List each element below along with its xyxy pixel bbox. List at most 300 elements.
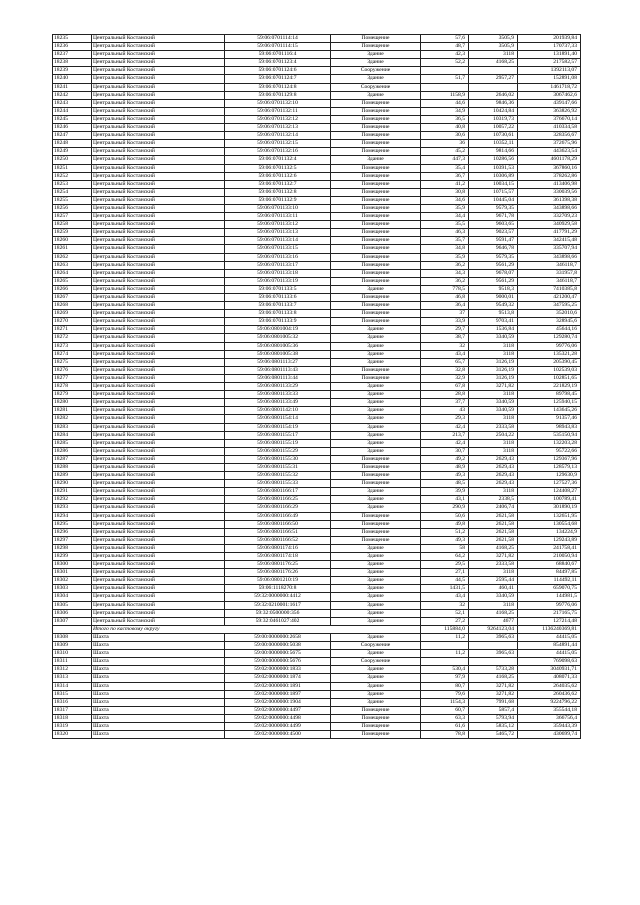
cell-rate: 3118 (469, 51, 518, 59)
table-row (53, 269, 581, 277)
cell-cadastral-number: 59:32:0000000:4412 (225, 593, 331, 601)
cell-area: 447,3 (421, 156, 469, 164)
cell-district: Центральный Костанский (92, 115, 225, 123)
cell-value: 45644,16 (518, 326, 581, 334)
table-row (53, 731, 581, 739)
cell-value: 535150,94 (518, 431, 581, 439)
cell-row-number: 18310 (53, 650, 92, 658)
cell-cadastral-number: 59:06:0801166:51 (225, 528, 331, 536)
cell-rate: 2333,58 (469, 423, 518, 431)
cell-area (421, 83, 469, 91)
cell-value: 127214,48 (518, 617, 581, 625)
cell-object-type: Здание (331, 423, 421, 431)
cell-cadastral-number: 59:32:0500000:356 (225, 609, 331, 617)
cell-district: Центральный Костанский (92, 342, 225, 350)
cell-value: 328945,6 (518, 318, 581, 326)
cell-value: 659070,75 (518, 585, 581, 593)
cell-area: 30,7 (421, 447, 469, 455)
cell-district: Центральный Костанский (92, 528, 225, 536)
table-body (53, 35, 581, 739)
table-row (53, 148, 581, 156)
cell-cadastral-number: 59:02:0000000:4497 (225, 706, 331, 714)
cell-object-type: Помещение (331, 706, 421, 714)
cell-cadastral-number: 59:06:0801166:29 (225, 504, 331, 512)
cell-value: 1136240369,81 (518, 625, 581, 633)
table-row (53, 512, 581, 520)
cell-value: 430699,74 (518, 731, 581, 739)
cell-rate: 460,41 (469, 585, 518, 593)
cell-object-type: Помещение (331, 714, 421, 722)
cell-object-type: Помещение (331, 528, 421, 536)
cell-row-number: 18290 (53, 480, 92, 488)
table-row (53, 302, 581, 310)
table-row (53, 658, 581, 666)
cell-object-type: Здание (331, 358, 421, 366)
cell-row-number: 18312 (53, 666, 92, 674)
cell-area: 46,8 (421, 294, 469, 302)
cell-district: Центральный Костанский (92, 148, 225, 156)
cell-area: 1431,5 (421, 585, 469, 593)
cell-cadastral-number: 59:06:0801166:50 (225, 520, 331, 528)
cell-value: 134224,9 (518, 528, 581, 536)
cell-cadastral-number: 59:00:0000000:2658 (225, 633, 331, 641)
cell-object-type: Помещение (331, 318, 421, 326)
cell-object-type: Сооружение (331, 658, 421, 666)
cell-cadastral-number: 59:06:0701132:13 (225, 124, 331, 132)
cell-rate: 5793,94 (469, 714, 518, 722)
table-row (53, 245, 581, 253)
cell-value: 102539,03 (518, 366, 581, 374)
cell-row-number: 18309 (53, 642, 92, 650)
cell-district: Центральный Костанский (92, 447, 225, 455)
cell-cadastral-number: 59:06:0801166:52 (225, 536, 331, 544)
cell-district: Шахта (92, 650, 225, 658)
cell-value: 127527,36 (518, 480, 581, 488)
cell-district: Центральный Костанский (92, 593, 225, 601)
cell-district: Центральный Костанский (92, 577, 225, 585)
cell-cadastral-number: 59:06:0701133:10 (225, 204, 331, 212)
cell-object-type: Сооружение (331, 83, 421, 91)
cell-object-type: Здание (331, 561, 421, 569)
cell-object-type: Помещение (331, 731, 421, 739)
cell-district: Центральный Костанский (92, 488, 225, 496)
cell-district: Центральный Костанский (92, 35, 225, 43)
cell-rate: 4168,25 (469, 609, 518, 617)
table-row (53, 221, 581, 229)
cell-area: 30,6 (421, 132, 469, 140)
cell-rate: 3505,9 (469, 35, 518, 43)
cell-value: 68840,67 (518, 561, 581, 569)
cell-rate: 7991,68 (469, 698, 518, 706)
table-row (53, 59, 581, 67)
cell-district: Центральный Костанский (92, 91, 225, 99)
cell-row-number: 18282 (53, 415, 92, 423)
cell-area: 57,6 (421, 35, 469, 43)
cell-district: Центральный Костанский (92, 423, 225, 431)
cell-row-number: 18240 (53, 75, 92, 83)
cell-value: 201939,84 (518, 35, 581, 43)
cell-cadastral-number: 59:32:0210001:1617 (225, 601, 331, 609)
cell-row-number: 18246 (53, 124, 92, 132)
cell-row-number: 18242 (53, 91, 92, 99)
cell-district: Центральный Костанский (92, 245, 225, 253)
table-row (53, 374, 581, 382)
cell-district: Центральный Костанский (92, 294, 225, 302)
cell-rate: 5733,28 (469, 666, 518, 674)
cell-cadastral-number: 59:06:0701132:7 (225, 180, 331, 188)
cell-cadastral-number: 59:06:0801155:19 (225, 439, 331, 447)
cell-row-number: 18292 (53, 496, 92, 504)
cell-object-type: Здание (331, 666, 421, 674)
cell-area: 34,4 (421, 213, 469, 221)
cell-area: 44,5 (421, 577, 469, 585)
cell-area: 30,8 (421, 188, 469, 196)
cell-rate: 10730,61 (469, 132, 518, 140)
cell-object-type: Здание (331, 342, 421, 350)
cell-district: Центральный Костанский (92, 569, 225, 577)
cell-value: 135321,28 (518, 350, 581, 358)
cell-value: 102851,65 (518, 374, 581, 382)
cell-area: 37 (421, 310, 469, 318)
cell-cadastral-number: 59:06:0701132:12 (225, 115, 331, 123)
cell-row-number: 18294 (53, 512, 92, 520)
cell-rate: 4168,25 (469, 59, 518, 67)
cell-value: 129367,96 (518, 455, 581, 463)
table-row (53, 690, 581, 698)
cell-cadastral-number: 59:06:0801113:43 (225, 366, 331, 374)
table-row (53, 666, 581, 674)
cell-row-number: 18251 (53, 164, 92, 172)
table-row (53, 67, 581, 75)
cell-rate: 9549,32 (469, 302, 518, 310)
cell-row-number: 18278 (53, 383, 92, 391)
cell-row-number: 18320 (53, 731, 92, 739)
cell-district: Центральный Костанский (92, 536, 225, 544)
table-row (53, 115, 581, 123)
table-row (53, 553, 581, 561)
table-row (53, 682, 581, 690)
cell-district: Центральный Костанский (92, 43, 225, 51)
cell-area: 80,7 (421, 682, 469, 690)
cell-rate: 9579,35 (469, 253, 518, 261)
cell-rate: 2621,58 (469, 520, 518, 528)
cell-row-number: 18256 (53, 204, 92, 212)
cell-row-number: 18296 (53, 528, 92, 536)
registry-table (52, 34, 581, 739)
cell-cadastral-number: 59:06:0801005:38 (225, 350, 331, 358)
cell-value: 359443,39 (518, 722, 581, 730)
table-row (53, 124, 581, 132)
cell-cadastral-number: 59:02:0000000:4500 (225, 731, 331, 739)
cell-rate (469, 642, 518, 650)
cell-district: Шахта (92, 633, 225, 641)
cell-rate: 3340,59 (469, 407, 518, 415)
cell-value: 769098,63 (518, 658, 581, 666)
cell-object-type: Помещение (331, 172, 421, 180)
cell-cadastral-number: 59:06:0701133:14 (225, 237, 331, 245)
cell-value: 363826,92 (518, 107, 581, 115)
cell-rate: 10057,22 (469, 124, 518, 132)
cell-district: Центральный Костанский (92, 504, 225, 512)
cell-cadastral-number: 59:06:0701133:11 (225, 213, 331, 221)
cell-area: 42,3 (421, 51, 469, 59)
cell-object-type: Здание (331, 350, 421, 358)
cell-object-type: Здание (331, 601, 421, 609)
cell-district: Центральный Костанский (92, 358, 225, 366)
cell-object-type: Помещение (331, 124, 421, 132)
cell-cadastral-number: 59:06:0701114:14 (225, 35, 331, 43)
cell-district: Центральный Костанский (92, 431, 225, 439)
table-row (53, 188, 581, 196)
cell-object-type: Здание (331, 51, 421, 59)
cell-row-number: 18260 (53, 237, 92, 245)
cell-rate: 3340,59 (469, 399, 518, 407)
cell-area: 35,9 (421, 253, 469, 261)
cell-row-number: 18301 (53, 569, 92, 577)
table-row (53, 383, 581, 391)
cell-value: 131891,40 (518, 51, 581, 59)
cell-value: 210050,94 (518, 553, 581, 561)
table-row (53, 674, 581, 682)
cell-row-number: 18269 (53, 310, 92, 318)
table-row (53, 569, 581, 577)
cell-row-number: 18264 (53, 269, 92, 277)
cell-value: 170737,33 (518, 43, 581, 51)
cell-cadastral-number: 59:06:0701133:8 (225, 310, 331, 318)
subtotal-row (53, 625, 581, 633)
cell-row-number (53, 625, 92, 633)
cell-cadastral-number: 59:06:0801142:10 (225, 407, 331, 415)
cell-cadastral-number: 59:06:0801113:27 (225, 358, 331, 366)
cell-area: 778,5 (421, 285, 469, 293)
cell-rate: 9846,36 (469, 99, 518, 107)
cell-rate (469, 67, 518, 75)
cell-object-type: Помещение (331, 180, 421, 188)
cell-cadastral-number: 59:06:0801154:19 (225, 423, 331, 431)
table-row (53, 504, 581, 512)
cell-value: 84497,85 (518, 569, 581, 577)
cell-rate: 9513,8 (469, 310, 518, 318)
cell-row-number: 18237 (53, 51, 92, 59)
cell-row-number: 18263 (53, 261, 92, 269)
cell-district: Шахта (92, 682, 225, 690)
cell-area: 36,2 (421, 277, 469, 285)
table-row (53, 447, 581, 455)
cell-value: 91357,46 (518, 415, 581, 423)
cell-object-type: Здание (331, 504, 421, 512)
cell-value: 132203,28 (518, 439, 581, 447)
cell-area: 27,1 (421, 569, 469, 577)
table-row (53, 617, 581, 625)
cell-object-type: Помещение (331, 520, 421, 528)
cell-value: 152891,08 (518, 75, 581, 83)
cell-value: 1461718,72 (518, 83, 581, 91)
cell-rate: 2957,27 (469, 75, 518, 83)
cell-row-number: 18319 (53, 722, 92, 730)
cell-rate: 10306,89 (469, 172, 518, 180)
table-row (53, 172, 581, 180)
cell-value: 340929,58 (518, 221, 581, 229)
cell-district: Центральный Костанский (92, 221, 225, 229)
cell-cadastral-number: 59:06:0801155:31 (225, 463, 331, 471)
table-row (53, 213, 581, 221)
cell-value: 3040931,71 (518, 666, 581, 674)
cell-object-type: Здание (331, 431, 421, 439)
cell-row-number: 18275 (53, 358, 92, 366)
cell-value: 95722,66 (518, 447, 581, 455)
cell-rate: 3126,19 (469, 366, 518, 374)
cell-cadastral-number: 59:06:0701132:4 (225, 156, 331, 164)
cell-area: 32 (421, 342, 469, 350)
cell-object-type: Здание (331, 399, 421, 407)
cell-area: 115884,0 (421, 625, 469, 633)
cell-rate: 9518,3 (469, 285, 518, 293)
cell-object-type: Здание (331, 650, 421, 658)
cell-cadastral-number: 59:00:0000000:5675 (225, 650, 331, 658)
cell-rate: 3118 (469, 601, 518, 609)
cell-object-type: Здание (331, 633, 421, 641)
cell-rate: 5465,72 (469, 731, 518, 739)
cell-area: 67,8 (421, 383, 469, 391)
cell-value: 44415,05 (518, 650, 581, 658)
cell-value: 421200,47 (518, 294, 581, 302)
table-row (53, 196, 581, 204)
table-row (53, 423, 581, 431)
cell-district: Шахта (92, 714, 225, 722)
cell-value: 443623,54 (518, 148, 581, 156)
cell-rate (469, 658, 518, 666)
cell-district: Шахта (92, 698, 225, 706)
cell-object-type: Помещение (331, 261, 421, 269)
cell-value: 332709,23 (518, 213, 581, 221)
cell-row-number: 18304 (53, 593, 92, 601)
table-row (53, 132, 581, 140)
cell-cadastral-number: 59:00:0000000:5038 (225, 642, 331, 650)
cell-row-number: 18259 (53, 229, 92, 237)
cell-cadastral-number: 59:02:0000000:1897 (225, 690, 331, 698)
table-row (53, 261, 581, 269)
cell-value: 343898,66 (518, 204, 581, 212)
table-row (53, 536, 581, 544)
cell-row-number: 18307 (53, 617, 92, 625)
cell-district: Центральный Костанский (92, 310, 225, 318)
cell-rate: 9561,29 (469, 277, 518, 285)
cell-area: 48,7 (421, 43, 469, 51)
cell-row-number: 18302 (53, 577, 92, 585)
cell-row-number: 18289 (53, 472, 92, 480)
cell-area: 34,8 (421, 245, 469, 253)
cell-rate: 2621,58 (469, 512, 518, 520)
cell-value: 9224796,22 (518, 698, 581, 706)
cell-row-number: 18311 (53, 658, 92, 666)
cell-cadastral-number: 59:06:0801166:25 (225, 496, 331, 504)
cell-area: 11,2 (421, 650, 469, 658)
cell-object-type: Помещение (331, 229, 421, 237)
cell-rate: 2621,58 (469, 528, 518, 536)
cell-rate: 3118 (469, 447, 518, 455)
cell-district: Центральный Костанский (92, 366, 225, 374)
cell-row-number: 18248 (53, 140, 92, 148)
cell-object-type: Помещение (331, 310, 421, 318)
cell-area: 29,3 (421, 415, 469, 423)
cell-object-type: Здание (331, 285, 421, 293)
cell-area: 43,1 (421, 496, 469, 504)
cell-district: Центральный Костанский (92, 520, 225, 528)
cell-area: 49,2 (421, 455, 469, 463)
table-row (53, 326, 581, 334)
cell-area: 79,6 (421, 690, 469, 698)
cell-cadastral-number: 59:06:0801166:49 (225, 512, 331, 520)
cell-object-type: Здание (331, 383, 421, 391)
cell-cadastral-number: 59:06:0701124:7 (225, 75, 331, 83)
cell-area: 49,3 (421, 472, 469, 480)
cell-district: Центральный Костанский (92, 204, 225, 212)
cell-area: 38,7 (421, 334, 469, 342)
table-row (53, 237, 581, 245)
cell-area: 49,8 (421, 520, 469, 528)
cell-cadastral-number: 59:06:0801133:33 (225, 391, 331, 399)
cell-value: 129630,9 (518, 472, 581, 480)
cell-rate: 1536,84 (469, 326, 518, 334)
cell-row-number: 18277 (53, 374, 92, 382)
table-row (53, 455, 581, 463)
cell-cadastral-number: 59:06:0701133:7 (225, 302, 331, 310)
cell-object-type: Помещение (331, 472, 421, 480)
cell-area: 58 (421, 544, 469, 552)
table-row (53, 431, 581, 439)
cell-area: 39,9 (421, 488, 469, 496)
cell-district: Центральный Костанский (92, 350, 225, 358)
cell-row-number: 18254 (53, 188, 92, 196)
cell-cadastral-number: 59:06:0801133:49 (225, 399, 331, 407)
table-row (53, 43, 581, 51)
cell-value: 264035,62 (518, 682, 581, 690)
table-row (53, 585, 581, 593)
cell-area: 29,5 (421, 561, 469, 569)
cell-rate: 3118 (469, 391, 518, 399)
cell-district: Центральный Костанский (92, 213, 225, 221)
cell-area: 52,2 (421, 59, 469, 67)
table-row (53, 633, 581, 641)
cell-rate: 3271,82 (469, 553, 518, 561)
cell-cadastral-number: 59:06:0701123:4 (225, 59, 331, 67)
table-row (53, 528, 581, 536)
cell-object-type: Помещение (331, 463, 421, 471)
cell-area (421, 658, 469, 666)
cell-district: Центральный Костанский (92, 463, 225, 471)
cell-row-number: 18317 (53, 706, 92, 714)
cell-object-type: Здание (331, 415, 421, 423)
cell-cadastral-number: 59:06:0801004:19 (225, 326, 331, 334)
cell-value: 413406,98 (518, 180, 581, 188)
cell-rate: 9814,66 (469, 148, 518, 156)
cell-value: 347595,25 (518, 302, 581, 310)
cell-row-number: 18299 (53, 553, 92, 561)
cell-row-number: 18281 (53, 407, 92, 415)
cell-row-number: 18265 (53, 277, 92, 285)
cell-value: 331957,8 (518, 269, 581, 277)
table-row (53, 99, 581, 107)
cell-area: 33,9 (421, 318, 469, 326)
cell-area: 35,5 (421, 221, 469, 229)
cell-cadastral-number: 59:06:0801133:29 (225, 383, 331, 391)
cell-value: 343898,66 (518, 253, 581, 261)
cell-cadastral-number: 59:06:0701133:15 (225, 245, 331, 253)
table-row (53, 229, 581, 237)
cell-area: 64,2 (421, 553, 469, 561)
cell-object-type: Помещение (331, 374, 421, 382)
cell-rate: 3965,63 (469, 633, 518, 641)
